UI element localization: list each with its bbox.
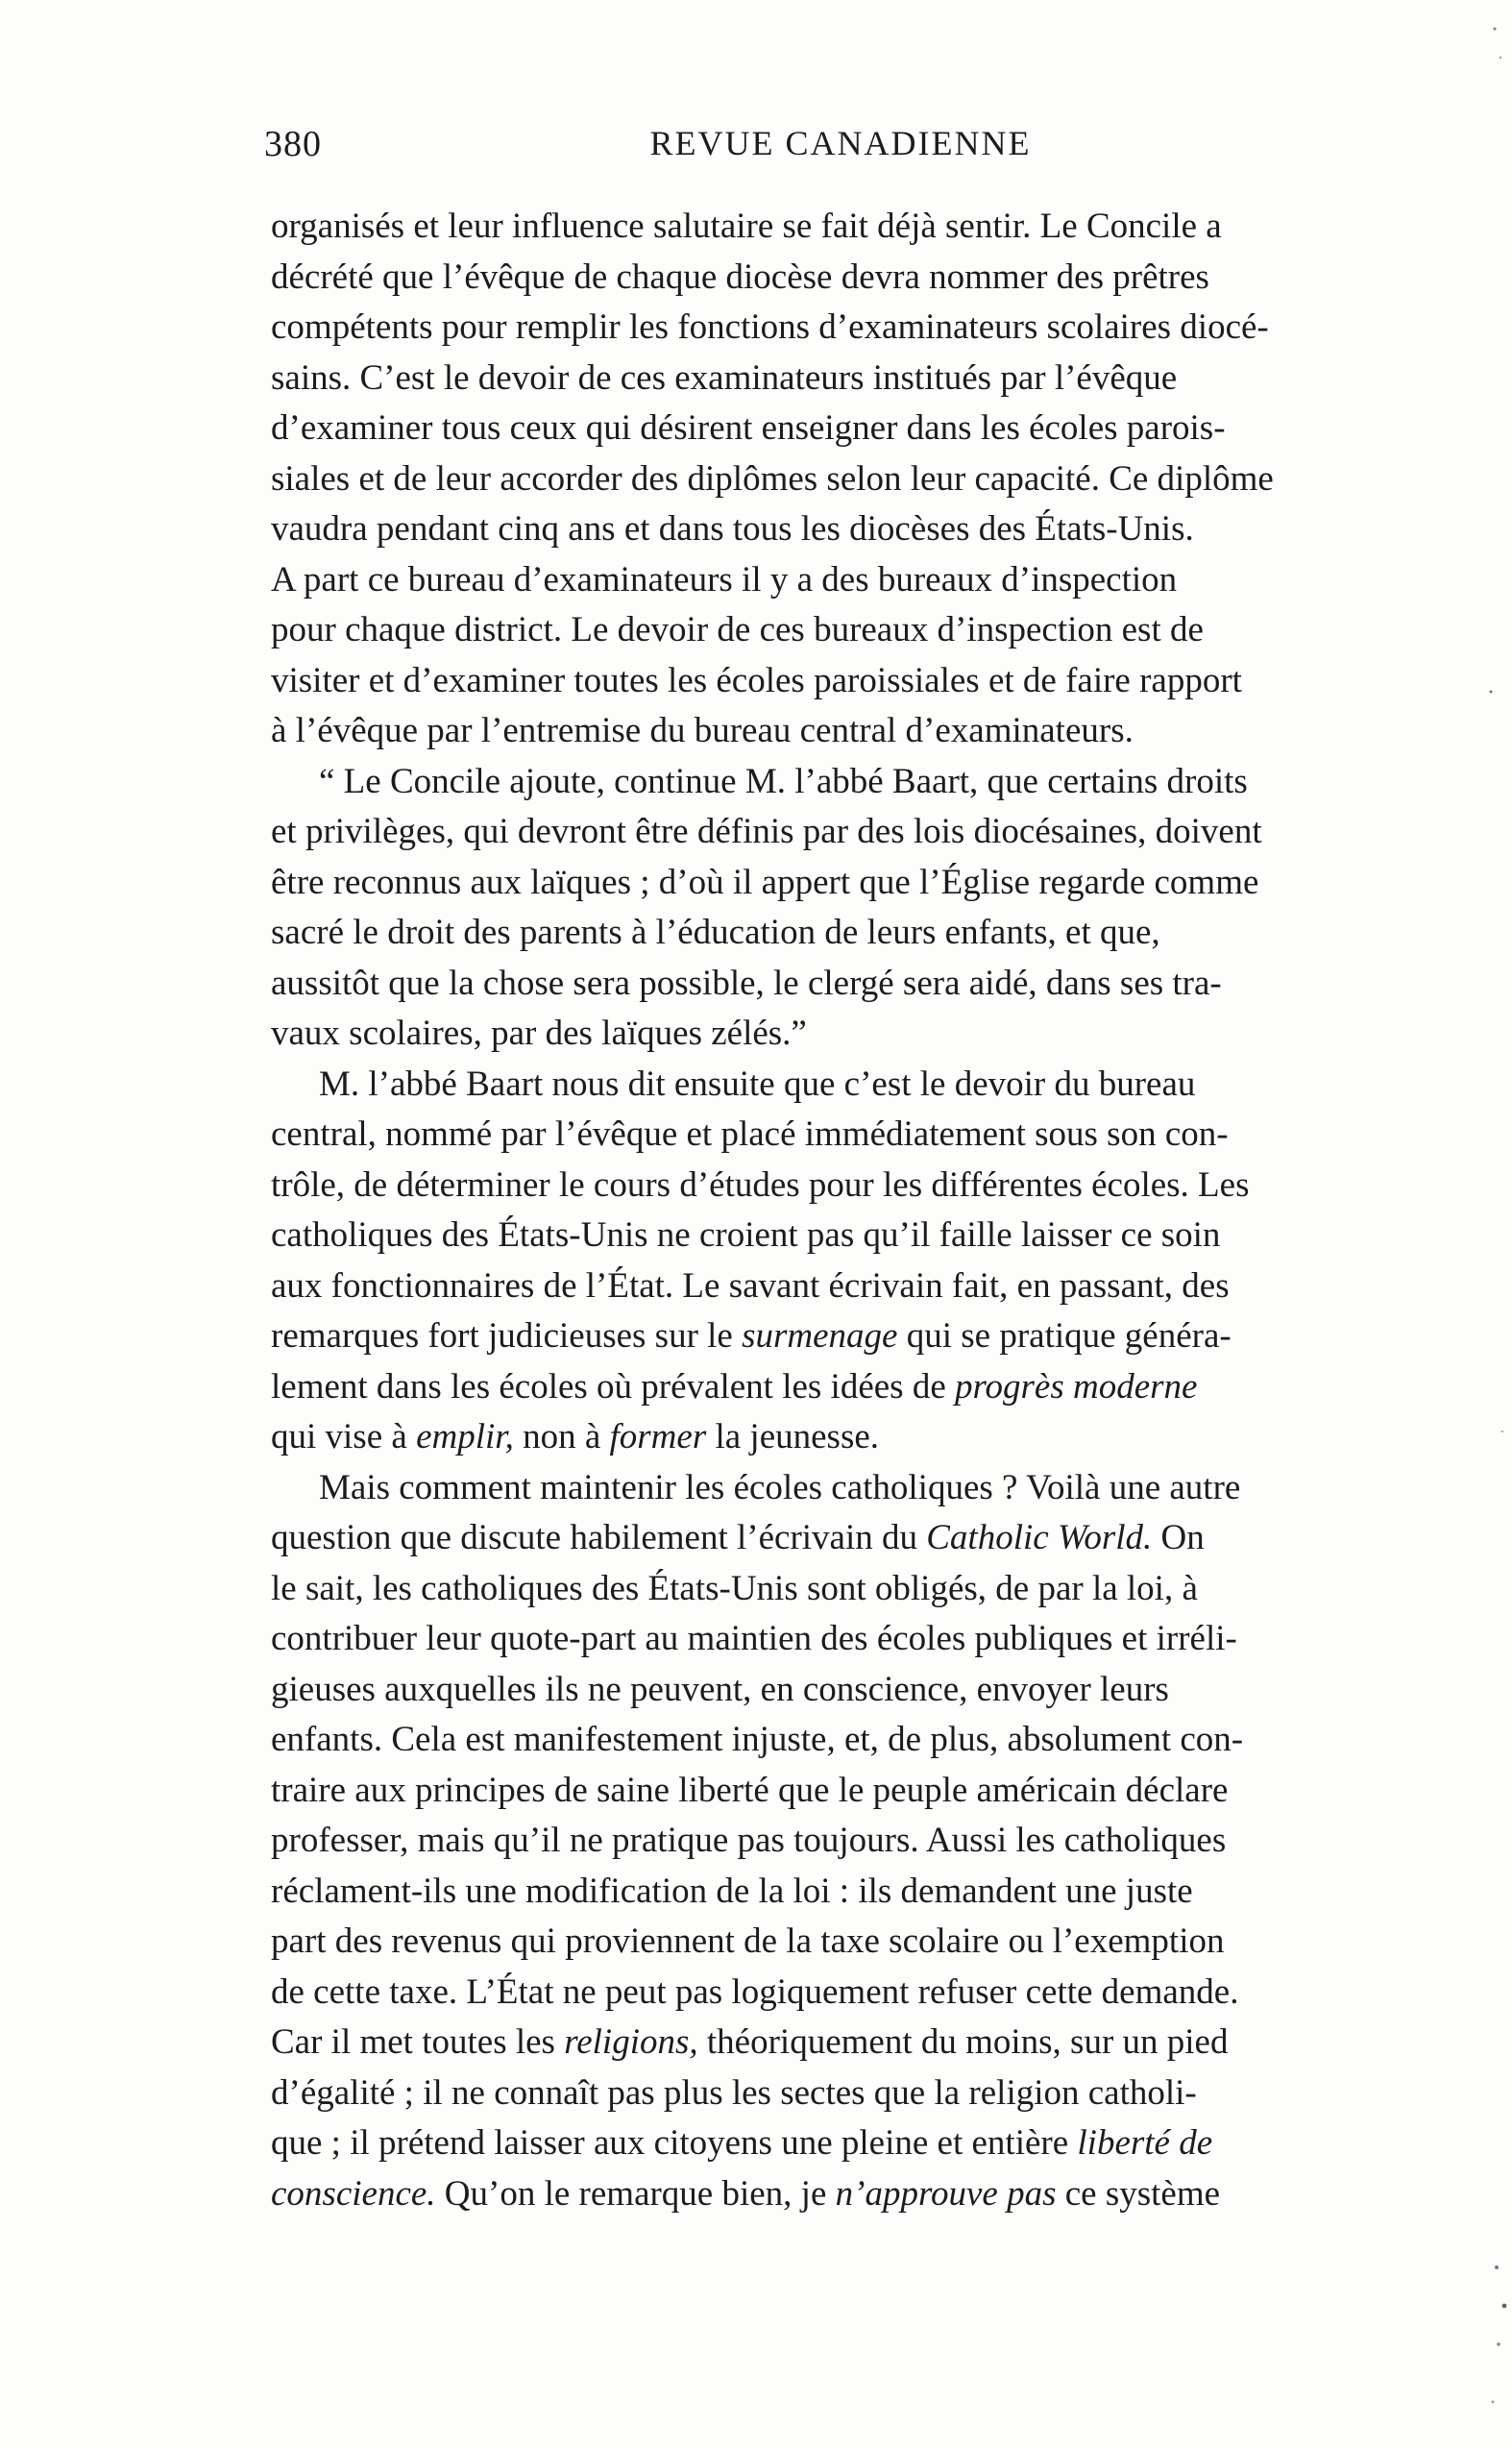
text-run: part des revenus qui proviennent de la taxe scolaire ou l’exemption: [271, 1922, 1225, 1961]
text-line: [271, 1513, 1462, 1564]
text-run: réclament-ils une modification de la loi : ils demandent une juste: [271, 1871, 1193, 1911]
text-line: [271, 253, 1462, 304]
text-run: sains. C’est le devoir de ces examinateurs institués par l’évêque: [271, 357, 1178, 398]
text-line: [271, 1009, 1462, 1060]
scan-edge-specks: [1454, 0, 1512, 2448]
text-run: théoriquement du moins, sur un pied: [697, 2022, 1229, 2062]
text-run: vaux scolaires, par des laïques zélés.”: [271, 1014, 807, 1053]
text-run: Mais comment maintenir les écoles catholiques ? Voilà une autre: [319, 1467, 1241, 1507]
text-run: Car il met toutes les: [271, 2022, 565, 2062]
text-line: [271, 2169, 1462, 2220]
text-run: organisés et leur influence salutaire se fait déjà sentir. Le Concile a: [271, 207, 1222, 246]
text-run: d’égalité ; il ne connaît pas plus les sectes que la religion catholi-: [271, 2072, 1197, 2113]
text-line: [271, 1060, 1462, 1111]
text-line: [271, 1715, 1462, 1766]
text-run: le sait, les catholiques des États-Unis sont obligés, de par la loi, à: [271, 1568, 1198, 1608]
text-line: [271, 1311, 1462, 1362]
text-line: [271, 1110, 1462, 1161]
text-line: [271, 1614, 1462, 1665]
text-line: [271, 1564, 1462, 1615]
text-line: [271, 2018, 1462, 2069]
text-run: que ; il prétend laisser aux citoyens une pleine et entière: [271, 2123, 1078, 2163]
text-line: [271, 1463, 1462, 1514]
italic-text: liberté de: [1077, 2123, 1213, 2163]
text-line: [271, 202, 1462, 253]
text-run: visiter et d’examiner toutes les écoles paroissiales et de faire rapport: [271, 660, 1242, 700]
text-line: [271, 1412, 1462, 1463]
text-line: [271, 908, 1462, 959]
text-run: professer, mais qu’il ne pratique pas toujours. Aussi les catholiques: [271, 1821, 1227, 1860]
text-run: ce système: [1056, 2173, 1221, 2214]
text-run: lement dans les écoles où prévalent les idées de: [271, 1366, 955, 1407]
text-line: [271, 404, 1462, 454]
italic-text: progrès moderne: [955, 1366, 1198, 1407]
text-line: [271, 1211, 1462, 1261]
italic-text: former: [609, 1417, 707, 1457]
text-run: traire aux principes de saine liberté que le peuple américain déclare: [271, 1770, 1229, 1810]
text-line: [271, 303, 1462, 354]
text-line: [271, 354, 1462, 404]
text-run: enfants. Cela est manifestement injuste, et, de plus, absolument con-: [271, 1720, 1244, 1759]
italic-text: emplir,: [416, 1417, 514, 1457]
text-run: de cette taxe. L’État ne peut pas logiquement refuser cette demande.: [271, 1971, 1239, 2012]
text-line: [271, 959, 1462, 1010]
text-run: catholiques des États-Unis ne croient pas qu’il faille laisser ce soin: [271, 1215, 1221, 1255]
text-run: Qu’on le remarque bien, je: [435, 2173, 836, 2214]
text-line: [271, 1665, 1462, 1716]
text-run: être reconnus aux laïques ; d’où il appert que l’Église regarde comme: [271, 862, 1259, 902]
body-text: [271, 202, 1462, 2219]
text-run: “ Le Concile ajoute, continue M. l’abbé Baart, que certains droits: [319, 761, 1248, 801]
text-run: qui vise à: [271, 1417, 417, 1457]
text-run: sacré le droit des parents à l’éducation de leurs enfants, et que,: [271, 913, 1160, 952]
text-run: non à: [513, 1417, 610, 1457]
text-run: siales et de leur accorder des diplômes selon leur capacité. Ce diplôme: [271, 458, 1274, 499]
text-run: la jeunesse.: [706, 1417, 880, 1457]
text-line: [271, 1816, 1462, 1867]
text-run: central, nommé par l’évêque et placé immédiatement sous son con-: [271, 1114, 1229, 1154]
italic-text: conscience.: [271, 2173, 436, 2214]
text-run: trôle, de déterminer le cours d’études pour les différentes écoles. Les: [271, 1164, 1250, 1205]
italic-text: n’approuve pas: [835, 2173, 1057, 2214]
page-header: [264, 123, 1359, 181]
text-line: [271, 1161, 1462, 1212]
text-line: [271, 555, 1462, 606]
italic-text: Catholic World.: [926, 1518, 1153, 1557]
text-line: [271, 2118, 1462, 2169]
text-run: contribuer leur quote-part au maintien des écoles publiques et irréli-: [271, 1619, 1237, 1658]
text-line: [271, 1362, 1462, 1413]
text-run: remarques fort judicieuses sur le: [271, 1316, 743, 1356]
text-run: gieuses auxquelles ils ne peuvent, en conscience, envoyer leurs: [271, 1669, 1169, 1709]
text-run: décrété que l’évêque de chaque diocèse devra nommer des prêtres: [271, 257, 1209, 297]
text-line: [271, 757, 1462, 808]
text-line: [271, 605, 1462, 656]
text-line: [271, 706, 1462, 757]
text-line: [271, 656, 1462, 707]
text-line: [271, 1968, 1462, 2019]
text-run: et privilèges, qui devront être définis par des lois diocésaines, doivent: [271, 812, 1262, 851]
text-run: aussitôt que la chose sera possible, le clergé sera aidé, dans ses tra-: [271, 963, 1222, 1003]
text-run: pour chaque district. Le devoir de ces bureaux d’inspection est de: [271, 610, 1204, 649]
text-line: [271, 1766, 1462, 1817]
text-line: [271, 1261, 1462, 1312]
text-run: compétents pour remplir les fonctions d’examinateurs scolaires diocé-: [271, 307, 1269, 347]
text-run: à l’évêque par l’entremise du bureau central d’examinateurs.: [271, 711, 1134, 750]
text-line: [271, 504, 1462, 555]
text-run: On: [1152, 1518, 1205, 1557]
text-run: A part ce bureau d’examinateurs il y a des bureaux d’inspection: [271, 559, 1178, 600]
text-run: M. l’abbé Baart nous dit ensuite que c’est le devoir du bureau: [319, 1064, 1196, 1104]
text-line: [271, 1917, 1462, 1968]
italic-text: religions,: [564, 2022, 698, 2062]
text-run: d’examiner tous ceux qui désirent enseigner dans les écoles parois-: [271, 408, 1226, 448]
text-line: [271, 454, 1462, 505]
text-run: aux fonctionnaires de l’État. Le savant écrivain fait, en passant, des: [271, 1265, 1230, 1306]
italic-text: surmenage: [742, 1316, 898, 1356]
text-line: [271, 1867, 1462, 1918]
text-run: vaudra pendant cinq ans et dans tous les diocèses des États-Unis.: [271, 509, 1194, 549]
text-line: [271, 807, 1462, 858]
text-line: [271, 2069, 1462, 2119]
running-title: REVUE CANADIENNE: [649, 124, 1032, 162]
text-run: qui se pratique généra-: [897, 1316, 1232, 1356]
page-number: 380: [264, 124, 322, 164]
text-line: [271, 858, 1462, 909]
text-run: question que discute habilement l’écrivain du: [271, 1518, 927, 1557]
